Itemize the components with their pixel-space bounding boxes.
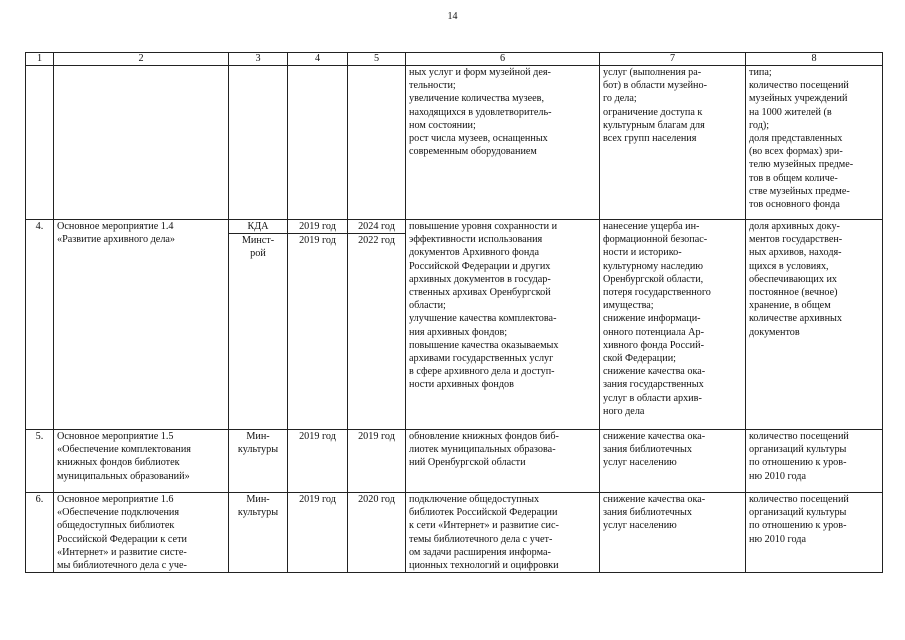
executor-cell-entry: Мин- культуры bbox=[237, 431, 279, 456]
expected-results-cell: ных услуг и форм музейной дея- тельности; увеличение количества музеев, находящихся в удовлетворитель- ном состоянии; рост числа музеев, оснащенных современным оборудованием bbox=[406, 66, 600, 220]
start-year-cell-entry: 2019 год bbox=[299, 431, 336, 442]
end-year-cell bbox=[348, 493, 406, 573]
indicators-cell: количество посещений организаций культуры по отношению к уров- ню 2010 года bbox=[746, 430, 883, 493]
row-number-cell: 4. bbox=[26, 220, 54, 430]
table-row bbox=[26, 220, 883, 430]
end-year-cell-entry: 2024 год bbox=[358, 221, 395, 232]
executor-cell-entry: Минст- рой bbox=[229, 233, 287, 260]
consequences-cell: услуг (выполнения ра- бот) в области музейно- го дела; ограничение доступа к культурным благам для всех групп населения bbox=[600, 66, 746, 220]
column-number-header: 5 bbox=[348, 53, 406, 66]
indicators-cell: доля архивных доку- ментов государствен- ных архивов, находя- щихся в условиях, обеспечивающих их постоянное (вечное) хранение, в общем количестве архивных документов bbox=[746, 220, 883, 430]
end-year-cell-entry: 2020 год bbox=[358, 494, 395, 505]
executor-cell bbox=[229, 66, 288, 220]
measure-name-cell: Основное мероприятие 1.6 «Обеспечение подключения общедоступных библиотек Российской Федерации к сети «Интернет» и развитие систе- мы библиотечного дела с уче- bbox=[54, 493, 229, 573]
start-year-cell-entry: 2019 год bbox=[299, 494, 336, 505]
measures-table bbox=[25, 52, 883, 573]
table-row bbox=[26, 66, 883, 220]
measure-name-cell bbox=[54, 66, 229, 220]
column-number-header: 7 bbox=[600, 53, 746, 66]
expected-results-cell: повышение уровня сохранности и эффективности использования документов Архивного фонда Российской Федерации и других архивных документов в государ- ственных архивах Оренбургской области; улучшение качества комплектова- ния архивных фондов; повышение качества оказываемых архивами государственных услуг в сфере архивного дела и доступ- ности архивных фондов bbox=[406, 220, 600, 430]
column-number-header: 2 bbox=[54, 53, 229, 66]
row-number-cell bbox=[26, 66, 54, 220]
executor-cell bbox=[229, 430, 288, 493]
column-number-header: 1 bbox=[26, 53, 54, 66]
end-year-cell-entry: 2019 год bbox=[358, 431, 395, 442]
end-year-cell bbox=[348, 66, 406, 220]
expected-results-cell: обновление книжных фондов биб- лиотек муниципальных образова- ний Оренбургской области bbox=[406, 430, 600, 493]
executor-cell-entry: КДА bbox=[247, 221, 269, 232]
indicators-cell: количество посещений организаций культуры по отношению к уров- ню 2010 года bbox=[746, 493, 883, 573]
column-number-header: 3 bbox=[229, 53, 288, 66]
column-number-header: 8 bbox=[746, 53, 883, 66]
start-year-cell-entry: 2019 год bbox=[299, 221, 336, 232]
header-row bbox=[26, 53, 883, 66]
executor-cell bbox=[229, 220, 288, 430]
consequences-cell: нанесение ущерба ин- формационной безопас- ности и историко- культурному наследию Оренбургской области, потеря государственного имущества; снижение информаци- онного потенциала Ар- хивного фонда Россий- ской Федерации; снижение качества ока- зания государственных услуг в области архив- ного дела bbox=[600, 220, 746, 430]
end-year-cell-entry: 2022 год bbox=[348, 233, 405, 247]
page-number: 14 bbox=[447, 11, 458, 22]
table-row bbox=[26, 430, 883, 493]
expected-results-cell: подключение общедоступных библиотек Российской Федерации к сети «Интернет» и развитие сис- темы библиотечного дела с учет- ом задачи расширения информа- ционных технологий и оцифровки bbox=[406, 493, 600, 573]
indicators-cell: типа; количество посещений музейных учреждений на 1000 жителей (в год); доля представленных (во всех формах) зри- телю музейных предме- тов в общем количе- стве музейных предме- тов основного фонда bbox=[746, 66, 883, 220]
start-year-cell bbox=[288, 66, 348, 220]
column-number-header: 6 bbox=[406, 53, 600, 66]
row-number-cell: 5. bbox=[26, 430, 54, 493]
start-year-cell bbox=[288, 220, 348, 430]
executor-cell-entry: Мин- культуры bbox=[237, 494, 279, 519]
measure-name-cell: Основное мероприятие 1.5 «Обеспечение комплектования книжных фондов библиотек муниципальных образований» bbox=[54, 430, 229, 493]
end-year-cell bbox=[348, 220, 406, 430]
column-number-header: 4 bbox=[288, 53, 348, 66]
row-number-cell: 6. bbox=[26, 493, 54, 573]
start-year-cell bbox=[288, 493, 348, 573]
executor-cell bbox=[229, 493, 288, 573]
end-year-cell bbox=[348, 430, 406, 493]
start-year-cell bbox=[288, 430, 348, 493]
consequences-cell: снижение качества ока- зания библиотечных услуг населению bbox=[600, 493, 746, 573]
table-row bbox=[26, 493, 883, 573]
consequences-cell: снижение качества ока- зания библиотечных услуг населению bbox=[600, 430, 746, 493]
start-year-cell-entry: 2019 год bbox=[288, 233, 347, 247]
measure-name-cell: Основное мероприятие 1.4 «Развитие архивного дела» bbox=[54, 220, 229, 430]
